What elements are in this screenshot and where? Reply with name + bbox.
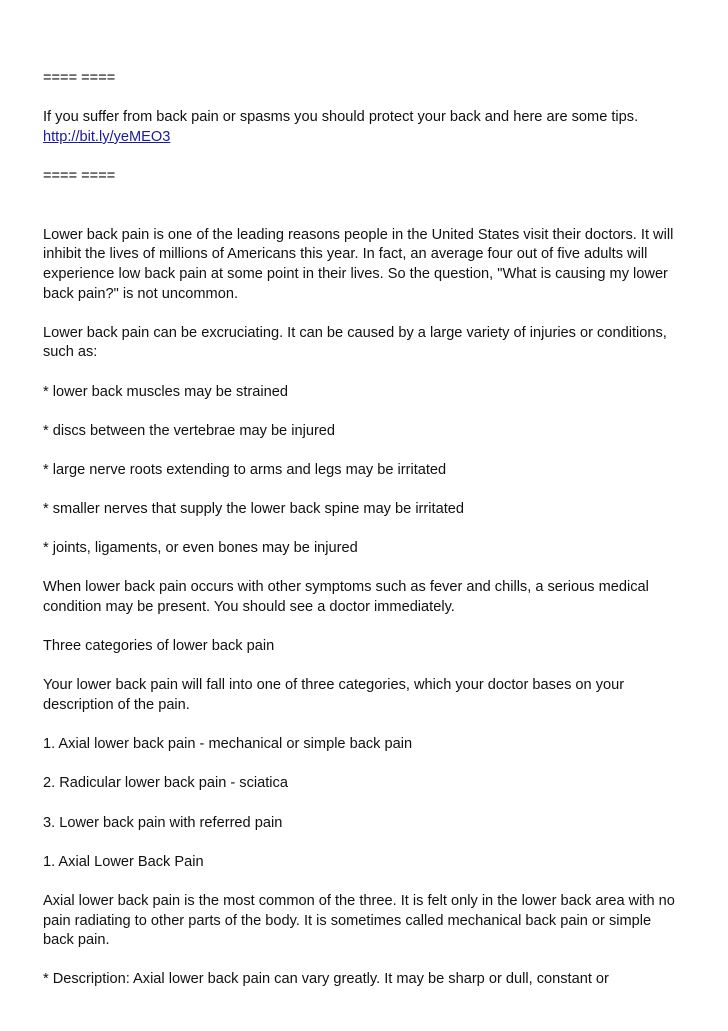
paragraph-line: Axial lower back pain is the most common of the three. It is felt only in the lower back area with no <box>43 892 675 909</box>
paragraph-line: pain radiating to other parts of the body. It is sometimes called mechanical back pain or simple <box>43 912 652 929</box>
bullet-item: * smaller nerves that supply the lower back spine may be irritated <box>43 501 464 518</box>
paragraph-line: * Description: Axial lower back pain can vary greatly. It may be sharp or dull, constant or <box>43 971 609 988</box>
bullet-item: * large nerve roots extending to arms and legs may be irritated <box>43 461 447 478</box>
paragraph-line: such as: <box>43 344 98 361</box>
intro-line: If you suffer from back pain or spasms you should protect your back and here are some tips. <box>43 109 639 126</box>
separator-bottom: ==== ==== <box>43 167 116 184</box>
paragraph-line: back pain. <box>43 932 110 949</box>
section-heading-axial: 1. Axial Lower Back Pain <box>43 853 204 870</box>
paragraph-line: description of the pain. <box>43 697 190 713</box>
tips-link[interactable]: http://bit.ly/yeMEO3 <box>43 128 171 145</box>
paragraph-line: Lower back pain is one of the leading reasons people in the United States visit their doctors. It will <box>43 226 674 243</box>
paragraph-categories-intro <box>43 676 693 715</box>
category-item: 1. Axial lower back pain - mechanical or simple back pain <box>43 736 413 753</box>
bullet-item: * discs between the vertebrae may be injured <box>43 422 336 439</box>
paragraph-line: condition may be present. You should see a doctor immediately. <box>43 599 455 616</box>
paragraph-line: Your lower back pain will fall into one of three categories, which your doctor bases on your <box>43 677 625 694</box>
paragraph-causes <box>43 324 693 363</box>
bullet-item: * joints, ligaments, or even bones may be injured <box>43 540 358 557</box>
paragraph-warning <box>43 578 693 617</box>
paragraph-line: back pain?" is not uncommon. <box>43 285 239 302</box>
separator-top: ==== ==== <box>43 70 116 86</box>
paragraph-line: inhibit the lives of millions of Americans this year. In fact, an average four out of five adults will <box>43 246 648 263</box>
category-item: 3. Lower back pain with referred pain <box>43 814 283 831</box>
paragraph-line: When lower back pain occurs with other symptoms such as fever and chills, a serious medical <box>43 579 649 596</box>
paragraph-line: experience low back pain at some point in their lives. So the question, "What is causing my lower <box>43 265 668 282</box>
paragraph-intro <box>43 226 693 304</box>
paragraph-axial <box>43 892 693 951</box>
document-content <box>43 69 693 990</box>
paragraph-description <box>43 970 693 990</box>
section-heading-categories: Three categories of lower back pain <box>43 638 275 655</box>
category-item: 2. Radicular lower back pain - sciatica <box>43 775 288 792</box>
paragraph-line: Lower back pain can be excruciating. It can be caused by a large variety of injuries or conditions, <box>43 324 667 341</box>
bullet-item: * lower back muscles may be strained <box>43 383 288 400</box>
